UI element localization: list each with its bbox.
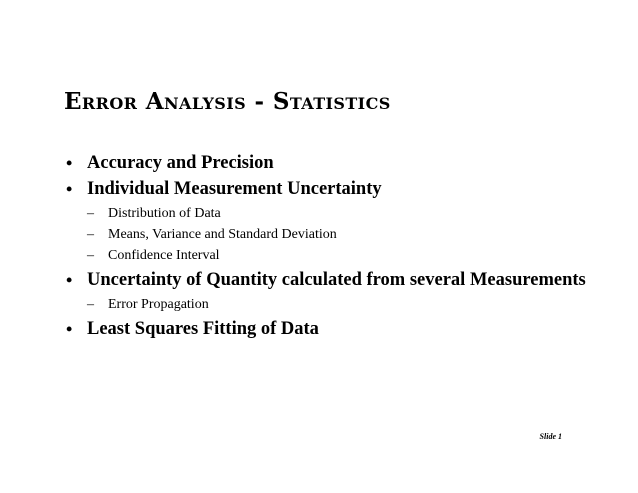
bullet-text: Individual Measurement Uncertainty — [87, 179, 382, 199]
bullet-dot-icon: • — [66, 153, 73, 173]
slide-number: Slide 1 — [539, 432, 562, 441]
bullet-text: Uncertainty of Quantity calculated from several Measurements — [87, 270, 586, 290]
bullet-dot-icon: • — [66, 179, 73, 199]
sub-bullet-item — [87, 224, 586, 245]
bullet-text: Accuracy and Precision — [87, 153, 274, 173]
sub-bullet-text: Distribution of Data — [108, 206, 221, 221]
bullet-list — [66, 152, 586, 341]
sub-bullet-text: Error Propagation — [108, 297, 209, 312]
dash-icon: – — [87, 297, 94, 312]
bullet-item — [66, 178, 586, 266]
sub-bullet-item — [87, 203, 586, 224]
dash-icon: – — [87, 227, 94, 242]
slide-title: Error Analysis - Statistics — [64, 88, 391, 115]
bullet-dot-icon: • — [66, 319, 73, 339]
dash-icon: – — [87, 206, 94, 221]
sub-bullet-list — [87, 294, 586, 315]
bullet-text: Least Squares Fitting of Data — [87, 319, 319, 339]
sub-bullet-item — [87, 294, 586, 315]
sub-bullet-list — [87, 203, 586, 266]
dash-icon: – — [87, 248, 94, 263]
bullet-item — [66, 269, 586, 315]
sub-bullet-text: Confidence Interval — [108, 248, 220, 263]
sub-bullet-text: Means, Variance and Standard Deviation — [108, 227, 337, 242]
bullet-dot-icon: • — [66, 270, 73, 290]
bullet-item — [66, 318, 586, 341]
sub-bullet-item — [87, 245, 586, 266]
bullet-item — [66, 152, 586, 175]
